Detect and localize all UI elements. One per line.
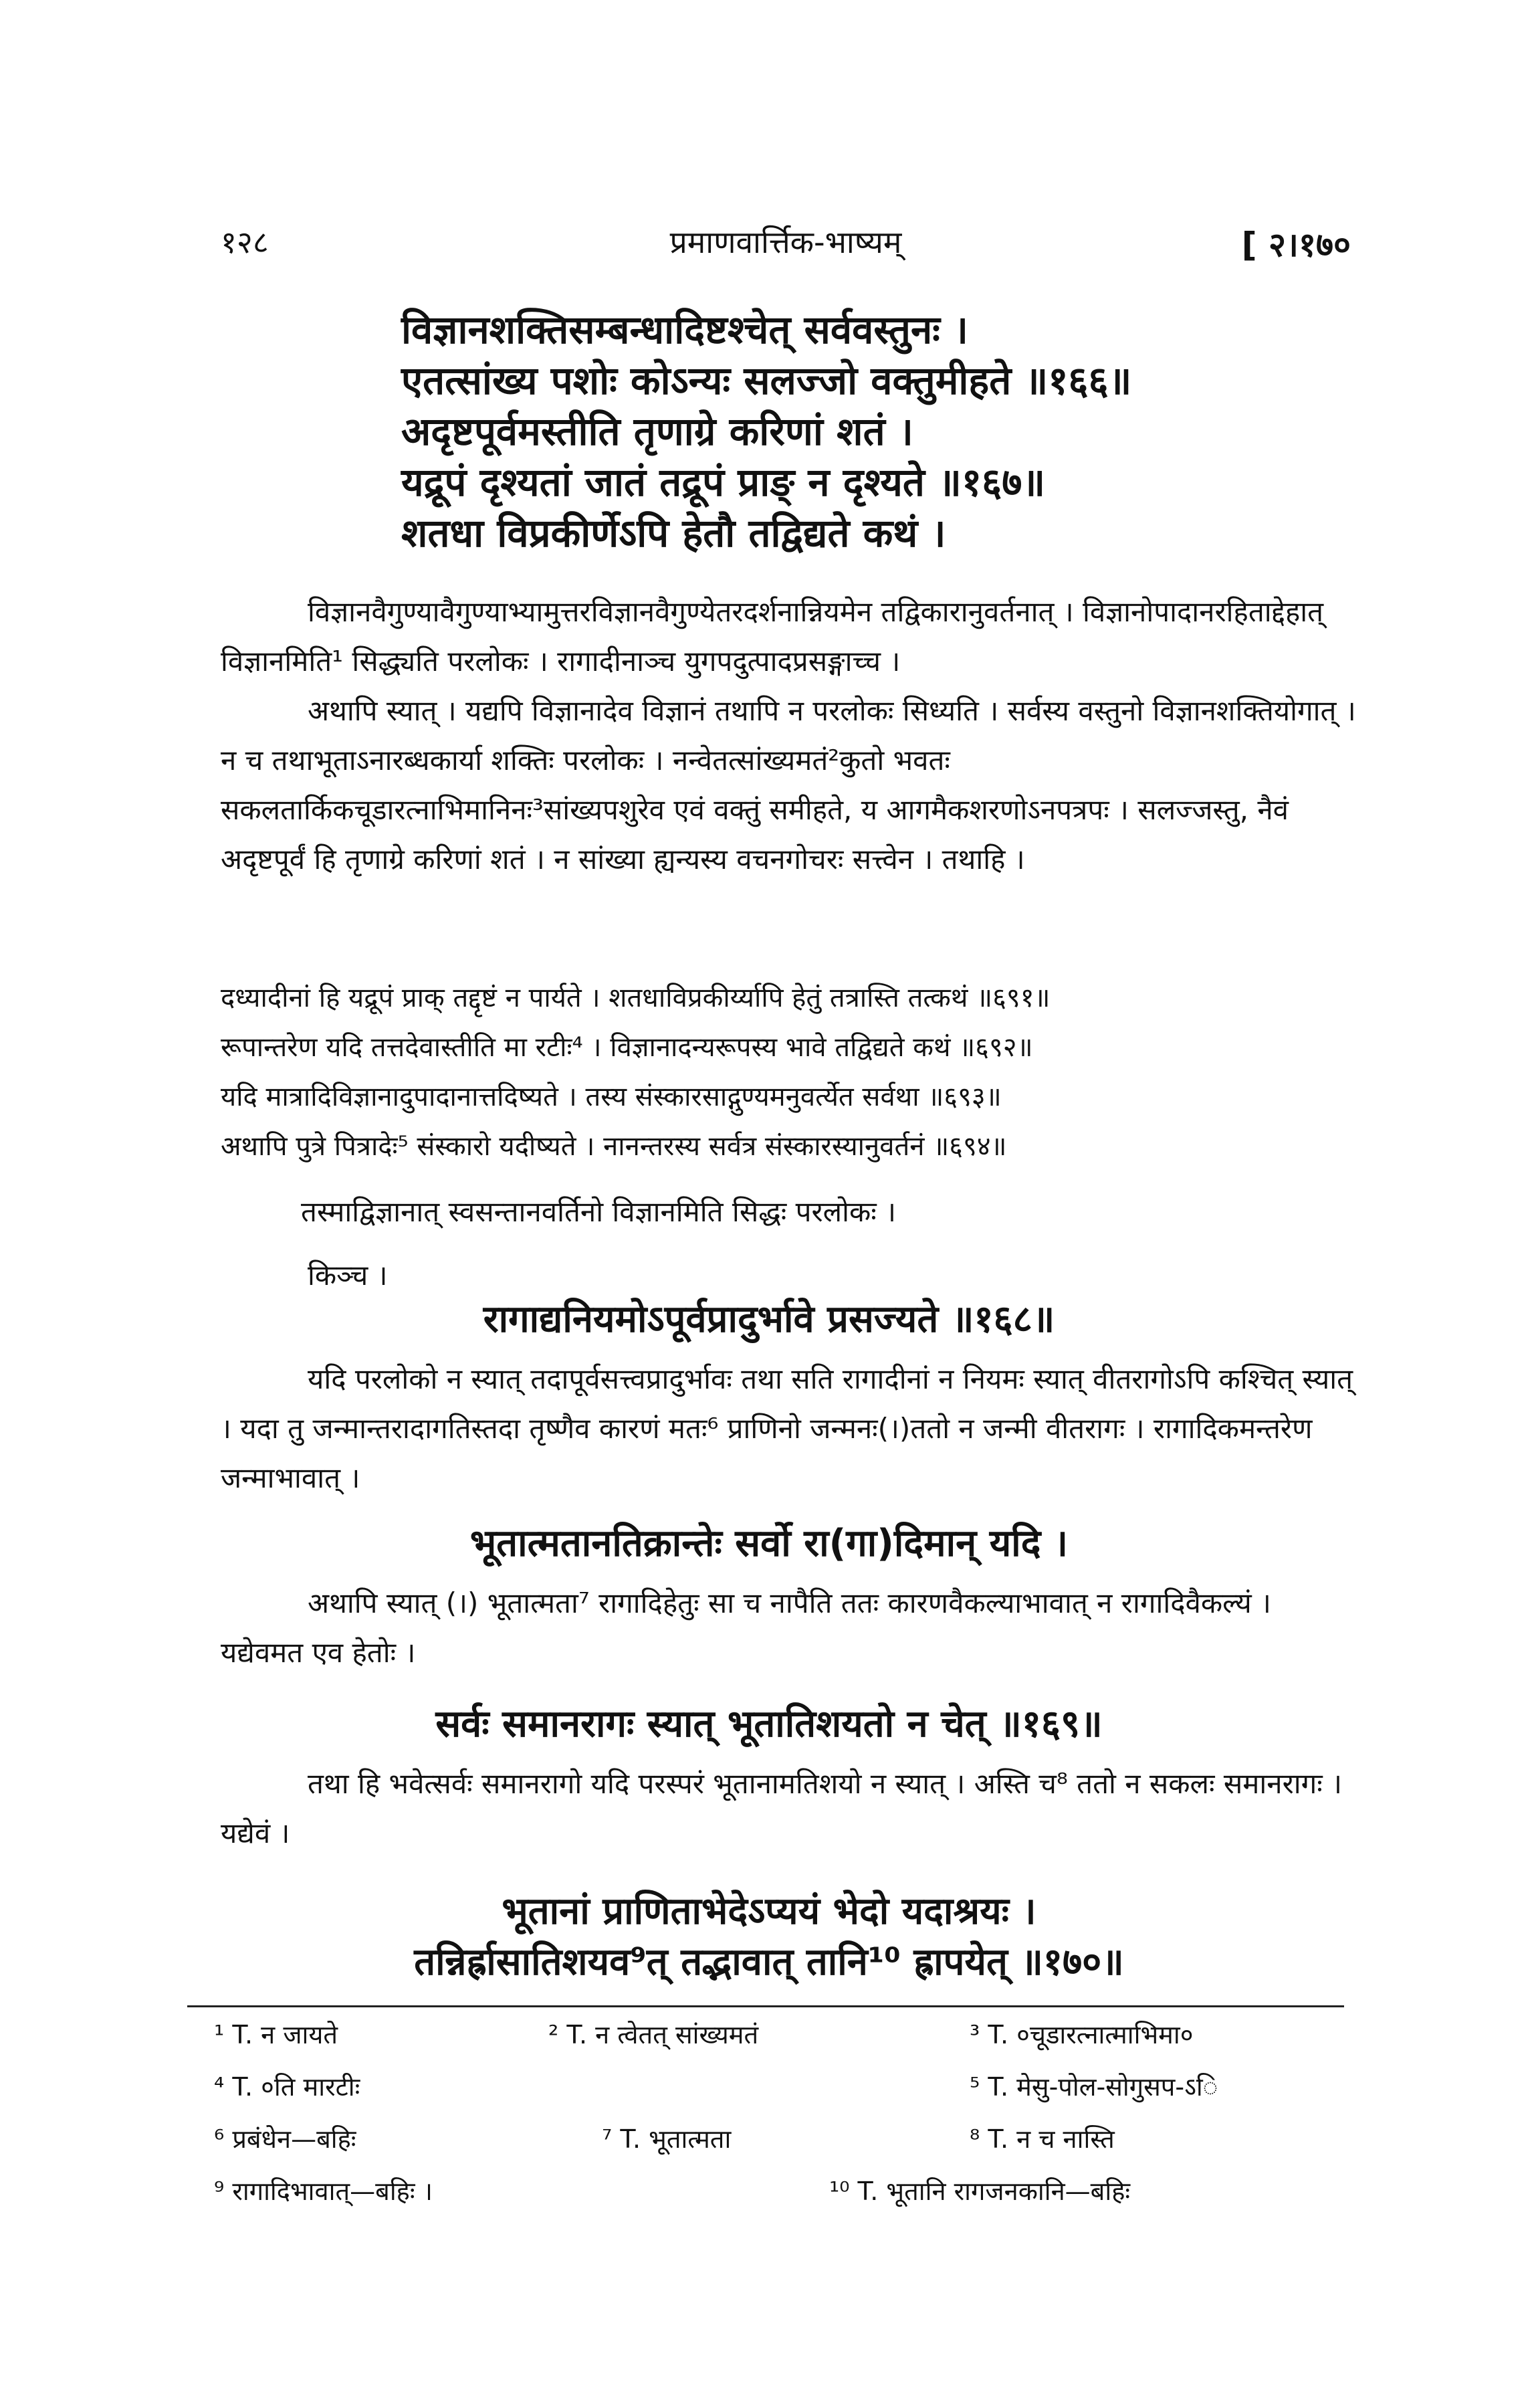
verse-169: सर्वः समानरागः स्यात् भूतातिशयतो न चेत् ॥१६९॥ — [435, 1702, 1103, 1746]
footnotes — [214, 2017, 1351, 2225]
footnote: ⁹ रागादिभावात्—बहिः । — [214, 2177, 433, 2206]
footnote: ⁸ T. न च नास्ति — [970, 2124, 1115, 2154]
paragraph: अथापि स्यात् (।) भूतात्मता⁷ रागादिहेतुः सा च नापैति ततः कारणवैकल्याभावात् न रागादिवैकल्यं । यद्येवमत एव हेतोः । — [221, 1587, 1271, 1669]
footnote: ⁵ T. मेसु-पोल-सोगुसप-ऽि — [970, 2072, 1218, 2102]
commentary-168 — [221, 1354, 1357, 1503]
footnote: ⁴ T. ०ति मारटीः — [214, 2072, 360, 2102]
commentary-bhutatmata — [221, 1579, 1357, 1678]
quoted-verse-line: दध्यादीनां हि यद्रूपं प्राक् तद्दृष्टं न पार्यते । शतधाविप्रकीर्य्यापि हेतुं तत्रास्ति तत्कथं ॥६९१॥ — [221, 983, 1051, 1013]
paragraph: तस्माद्विज्ञानात् स्वसन्तानवर्तिनो विज्ञानमिति सिद्धः परलोकः । — [301, 1195, 896, 1228]
quoted-verse-line: रूपान्तरेण यदि तत्तदेवास्तीति मा रटीः⁴ । विज्ञानादन्यरूपस्य भावे तद्विद्यते कथं ॥६९२॥ — [221, 1032, 1033, 1063]
footnote: ⁶ प्रबंधेन—बहिः — [214, 2124, 356, 2154]
verse-bhutatmata: भूतात्मतानतिक्रान्तेः सर्वो रा(गा)दिमान् यदि । — [469, 1522, 1069, 1565]
footnote: ³ T. ०चूडारत्नात्माभिमा० — [970, 2020, 1194, 2049]
verse-line: अदृष्टपूर्वमस्तीति तृणाग्रे करिणां शतं । — [401, 409, 913, 454]
verse-line: विज्ञानशक्तिसम्बन्धादिष्टश्चेत् सर्ववस्तुनः । — [401, 307, 969, 353]
footnote: ¹⁰ T. भूतानि रागजनकानि—बहिः — [829, 2177, 1131, 2206]
paragraph: विज्ञानवैगुण्यावैगुण्याभ्यामुत्तरविज्ञानवैगुण्येतरदर्शनान्नियमेन तद्विकारानुवर्तनात् । विज्ञानोपादानरहिताद्देहात् विज्ञानमिति¹ सिद्ध्यति परलोकः । रागादीनाञ्च युगपदुत्पादप्रसङ्गाच्च । — [221, 595, 1324, 678]
verse-170 — [0, 1886, 1538, 1988]
paragraph: किञ्च । — [308, 1259, 388, 1292]
verse-line: भूतानां प्राणिताभेदेऽप्ययं भेदो यदाश्रयः । — [502, 1890, 1036, 1933]
verse-168: रागाद्यनियमोऽपूर्वप्रादुर्भावे प्रसज्यते ॥१६८॥ — [483, 1298, 1055, 1341]
footnote-row — [214, 2017, 1351, 2069]
quoted-verses — [221, 973, 1371, 1171]
verse-line: तन्निर्ह्रासातिशयव⁹त् तद्भावात् तानि¹⁰ ह्रापयेत् ॥१७०॥ — [414, 1940, 1124, 1984]
kinca-label — [308, 1251, 1444, 1300]
verse-line: यद्रूपं दृश्यतां जातं तद्रूपं प्राङ् न दृश्यते ॥१६७॥ — [401, 460, 1046, 505]
footnote: ⁷ T. भूतात्मता — [602, 2124, 732, 2154]
commentary-block-1 — [221, 587, 1357, 884]
verse-block-166-167 — [401, 304, 1404, 559]
page-number: १२८ — [221, 224, 269, 260]
quoted-verse-line: यदि मात्रादिविज्ञानादुपादानात्तदिष्यते । तस्य संस्कारसाद्गुण्यमनुवर्त्येत सर्वथा ॥६९३॥ — [221, 1082, 1002, 1112]
running-title: प्रमाणवार्त्तिक-भाष्यम् — [669, 224, 902, 260]
footnote-row — [214, 2121, 1351, 2173]
verse-line: शतधा विप्रकीर्णेऽपि हेतौ तद्विद्यते कथं । — [401, 510, 946, 556]
paragraph: अथापि स्यात् । यद्यपि विज्ञानादेव विज्ञानं तथापि न परलोकः सिध्यति । सर्वस्य वस्तुनो विज्ञानशक्तियोगात् । न च तथाभूताऽनारब्धकार्या शक्तिः परलोकः । नन्वेतत्सांख्यमतं²कुतो भवतः सकलतार्किकचूडारत्नाभिमानिनः³सांख्यपशुरेव एवं वक्तुं समीहते, य आगमैकशरणोऽनपत्रपः । सलज्जस्तु, नैवं अदृष्टपूर्वं हि तृणाग्रे करिणां शतं । न सांख्या ह्यन्यस्य वचनगोचरः सत्त्वेन । तथाहि । — [221, 694, 1356, 876]
footnote-divider — [187, 2005, 1344, 2007]
footnote-row — [214, 2173, 1351, 2225]
paragraph: तथा हि भवेत्सर्वः समानरागो यदि परस्परं भूतानामतिशयो न स्यात् । अस्ति च⁸ ततो न सकलः समानरागः । यद्येवं । — [221, 1767, 1343, 1849]
section-reference: [ २।१७० — [1241, 225, 1351, 264]
commentary-169 — [221, 1759, 1357, 1858]
verse-line: एतत्सांख्य पशोः कोऽन्यः सलज्जो वक्तुमीहते ॥१६६॥ — [401, 358, 1132, 403]
paragraph: यदि परलोको न स्यात् तदापूर्वसत्त्वप्रादुर्भावः तथा सति रागादीनां न नियमः स्यात् वीतरागोऽपि कश्चित् स्यात् । यदा तु जन्मान्तरादागतिस्तदा तृष्णैव कारणं मतः⁶ प्राणिनो जन्मनः(।)ततो न जन्मी वीतरागः । रागादिकमन्तरेण जन्माभावात् । — [221, 1363, 1353, 1494]
page-header — [221, 221, 1351, 274]
footnote: ¹ T. न जायते — [214, 2020, 338, 2049]
conclusion-line — [221, 1187, 1357, 1237]
footnote: ² T. न त्वेतत् सांख्यमतं — [548, 2020, 759, 2049]
quoted-verse-line: अथापि पुत्रे पित्रादेः⁵ संस्कारो यदीष्यते । नानन्तरस्य सर्वत्र संस्कारस्यानुवर्तनं ॥६९४॥ — [221, 1131, 1007, 1162]
footnote-row — [214, 2069, 1351, 2121]
